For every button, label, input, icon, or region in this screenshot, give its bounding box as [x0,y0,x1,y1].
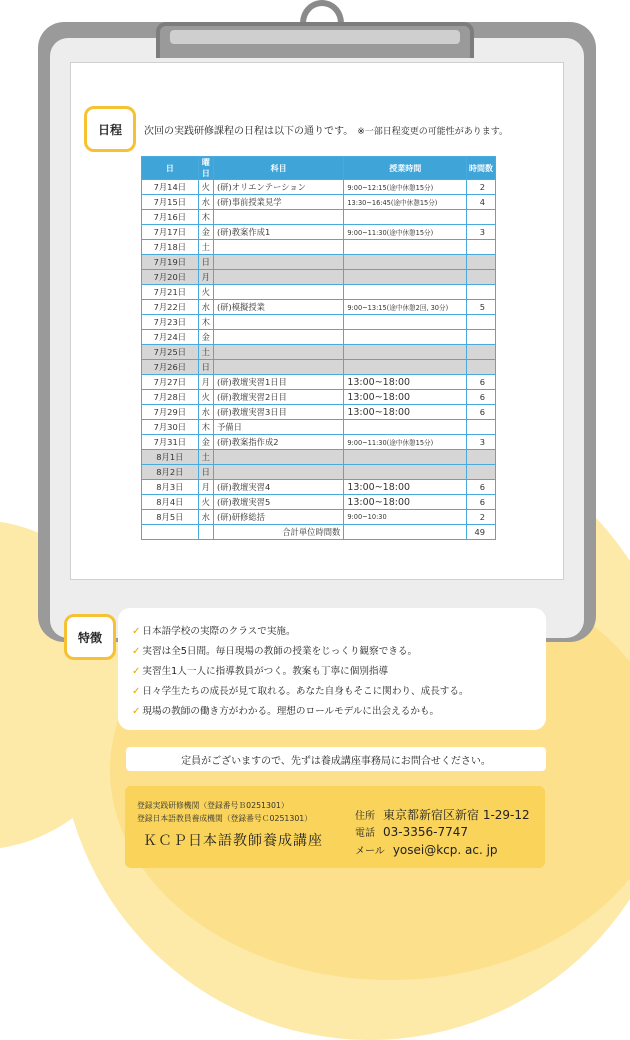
email-label: メール [355,846,385,857]
check-icon: ✓ [132,626,141,637]
cell-subject [213,360,343,375]
check-icon: ✓ [132,666,141,677]
email-value[interactable]: yosei@kcp. ac. jp [392,843,498,857]
cell-date: 7月18日 [142,240,199,255]
intro-note: ※一部日程変更の可能性があります。 [357,127,509,137]
cell-subject [213,240,343,255]
cell-date: 8月3日 [142,480,199,495]
table-row [142,360,496,375]
cell-hours [467,330,496,345]
cell-subject: 予備日 [213,420,343,435]
cell-hours: 2 [467,510,496,525]
cell-hours: 2 [467,180,496,195]
cell-day: 土 [198,345,213,360]
cell-subject: (研)研修総括 [213,510,343,525]
table-row [142,225,496,240]
cell-subject: (研)教壇実習1日目 [213,375,343,390]
school-name: ＫＣＰ日本語教師養成講座 [143,833,323,849]
cell-time: 13:00~18:00 [344,405,467,420]
cell-day: 日 [198,360,213,375]
phone-label: 電話 [355,828,375,839]
cell-subject: (研)教壇実習5 [213,495,343,510]
cell-subject: (研)教壇実習4 [213,480,343,495]
cell-hours: 6 [467,390,496,405]
cell-day: 月 [198,270,213,285]
cell-time: 13:00~18:00 [344,495,467,510]
table-row [142,375,496,390]
cell-hours [467,450,496,465]
cell-subject [213,210,343,225]
cell-time: 9:00~13:15(途中休憩2回, 30分) [344,300,467,315]
cell-day: 金 [198,330,213,345]
features-box [118,608,546,730]
cell-hours: 6 [467,495,496,510]
cell-hours [467,285,496,300]
cell-day: 月 [198,480,213,495]
table-row [142,300,496,315]
cell-day: 日 [198,465,213,480]
table-row [142,180,496,195]
table-row [142,435,496,450]
table-row [142,345,496,360]
cell-day: 木 [198,315,213,330]
address-row [355,806,530,823]
feature-text: 実習生1人一人に指導教員がつく。教案も丁寧に個別指導 [142,666,389,677]
feature-text: 現場の教師の働き方がわかる。理想のロールモデルに出会えるかも。 [142,706,440,717]
cell-hours: 3 [467,435,496,450]
cell-subject: (研)教壇実習3日目 [213,405,343,420]
table-row [142,285,496,300]
feature-text: 日本語学校の実際のクラスで実施。 [142,626,296,637]
cell-time [344,210,467,225]
cell-time [344,465,467,480]
cell-day: 金 [198,225,213,240]
table-row [142,240,496,255]
cell-hours [467,255,496,270]
phone-value[interactable]: 03-3356-7747 [383,825,469,839]
cell-time [344,345,467,360]
cell-hours: 6 [467,375,496,390]
cell-time [344,330,467,345]
check-icon: ✓ [132,646,141,657]
table-row [142,420,496,435]
cell-subject [213,330,343,345]
email-row [355,842,498,857]
cell-day: 水 [198,300,213,315]
features-list [118,608,546,722]
cell-date: 7月27日 [142,375,199,390]
cell-hours [467,315,496,330]
cell-hours: 4 [467,195,496,210]
total-label: 合計単位時間数 [213,525,343,540]
cell-hours [467,420,496,435]
clipboard-clip-inner [170,30,460,44]
cell-time [344,360,467,375]
cell-time: 9:00~11:30(途中休憩15分) [344,225,467,240]
table-row [142,390,496,405]
table-row [142,495,496,510]
registration-line-2: 登録日本語教員養成機関（登録番号Ｃ0251301） [137,814,313,823]
table-body [142,180,496,540]
cell-date: 7月30日 [142,420,199,435]
phone-row [355,824,468,839]
contact-box [125,786,545,868]
cell-date: 8月4日 [142,495,199,510]
cell-time: 9:00~11:30(途中休憩15分) [344,435,467,450]
schedule-intro [144,122,508,137]
cell-time: 9:00~12:15(途中休憩15分) [344,180,467,195]
cell-date: 7月17日 [142,225,199,240]
cell-time [344,255,467,270]
cell-day: 火 [198,495,213,510]
cell-day: 木 [198,420,213,435]
cell-date: 7月19日 [142,255,199,270]
cell-empty [344,525,467,540]
cell-date: 7月21日 [142,285,199,300]
registration-line-1: 登録実践研修機関（登録番号Ｂ0251301） [137,801,289,810]
cell-subject [213,285,343,300]
cell-date: 7月20日 [142,270,199,285]
header-hours: 時間数 [467,157,496,180]
cell-date: 8月1日 [142,450,199,465]
cell-day: 日 [198,255,213,270]
cell-subject: (研)オリエンテーション [213,180,343,195]
table-row [142,330,496,345]
cell-date: 7月31日 [142,435,199,450]
cell-empty [198,525,213,540]
table-row [142,465,496,480]
cell-date: 7月23日 [142,315,199,330]
cell-hours: 6 [467,480,496,495]
cell-time [344,285,467,300]
cell-subject: (研)教案作成1 [213,225,343,240]
cell-date: 7月14日 [142,180,199,195]
cell-hours [467,210,496,225]
cell-day: 土 [198,240,213,255]
cell-time: 13:30~16:45(途中休憩15分) [344,195,467,210]
cell-empty [142,525,199,540]
schedule-table [141,156,496,540]
table-row [142,210,496,225]
cell-time: 13:00~18:00 [344,480,467,495]
cell-day: 火 [198,180,213,195]
header-day: 曜日 [198,157,213,180]
cell-hours [467,465,496,480]
cell-day: 水 [198,510,213,525]
feature-text: 実習は全5日間。毎日現場の教師の授業をじっくり観察できる。 [142,646,418,657]
table-row [142,510,496,525]
cell-day: 水 [198,405,213,420]
cell-subject: (研)事前授業見学 [213,195,343,210]
cell-time [344,240,467,255]
cell-subject [213,345,343,360]
table-row [142,480,496,495]
cell-date: 7月28日 [142,390,199,405]
cell-time [344,420,467,435]
cell-hours [467,270,496,285]
cell-hours: 5 [467,300,496,315]
feature-item [132,642,546,662]
cell-day: 木 [198,210,213,225]
cell-subject [213,255,343,270]
cell-date: 7月25日 [142,345,199,360]
cell-subject: (研)教壇実習2日目 [213,390,343,405]
cell-hours: 3 [467,225,496,240]
address-value: 東京都新宿区新宿 1-29-12 [383,808,530,822]
header-date: 日 [142,157,199,180]
cell-time: 13:00~18:00 [344,375,467,390]
cell-day: 火 [198,285,213,300]
cell-day: 土 [198,450,213,465]
table-row [142,270,496,285]
check-icon: ✓ [132,706,141,717]
feature-item [132,682,546,702]
features-tag: 特徴 [64,614,116,660]
cell-date: 7月22日 [142,300,199,315]
table-row [142,450,496,465]
cell-subject: (研)模擬授業 [213,300,343,315]
schedule-tag: 日程 [84,106,136,152]
check-icon: ✓ [132,686,141,697]
cell-date: 7月24日 [142,330,199,345]
table-row [142,195,496,210]
cell-hours [467,240,496,255]
cell-time: 9:00~10:30 [344,510,467,525]
cell-subject: (研)教案指作成2 [213,435,343,450]
cell-day: 火 [198,390,213,405]
cell-day: 水 [198,195,213,210]
cell-date: 7月26日 [142,360,199,375]
notice-banner: 定員がございますので、先ずは養成講座事務局にお問合せください。 [126,747,546,771]
table-header-row [142,157,496,180]
cell-time [344,315,467,330]
table-row [142,315,496,330]
total-row [142,525,496,540]
table-row [142,255,496,270]
feature-text: 日々学生たちの成長が見て取れる。あなた自身もそこに関わり、成長する。 [142,686,469,697]
cell-day: 月 [198,375,213,390]
cell-hours: 6 [467,405,496,420]
cell-date: 7月15日 [142,195,199,210]
header-subject: 科目 [213,157,343,180]
address-label: 住所 [355,811,375,822]
header-time: 授業時間 [344,157,467,180]
cell-hours [467,360,496,375]
cell-time [344,270,467,285]
intro-text: 次回の実践研修課程の日程は以下の通りです。 [144,126,354,137]
cell-date: 8月2日 [142,465,199,480]
feature-item [132,662,546,682]
cell-subject [213,465,343,480]
table-row [142,405,496,420]
feature-item [132,622,546,642]
cell-time [344,450,467,465]
cell-date: 7月29日 [142,405,199,420]
feature-item [132,702,546,722]
cell-time: 13:00~18:00 [344,390,467,405]
cell-date: 8月5日 [142,510,199,525]
total-hours: 49 [467,525,496,540]
cell-date: 7月16日 [142,210,199,225]
cell-subject [213,450,343,465]
cell-day: 金 [198,435,213,450]
cell-hours [467,345,496,360]
cell-subject [213,270,343,285]
cell-subject [213,315,343,330]
